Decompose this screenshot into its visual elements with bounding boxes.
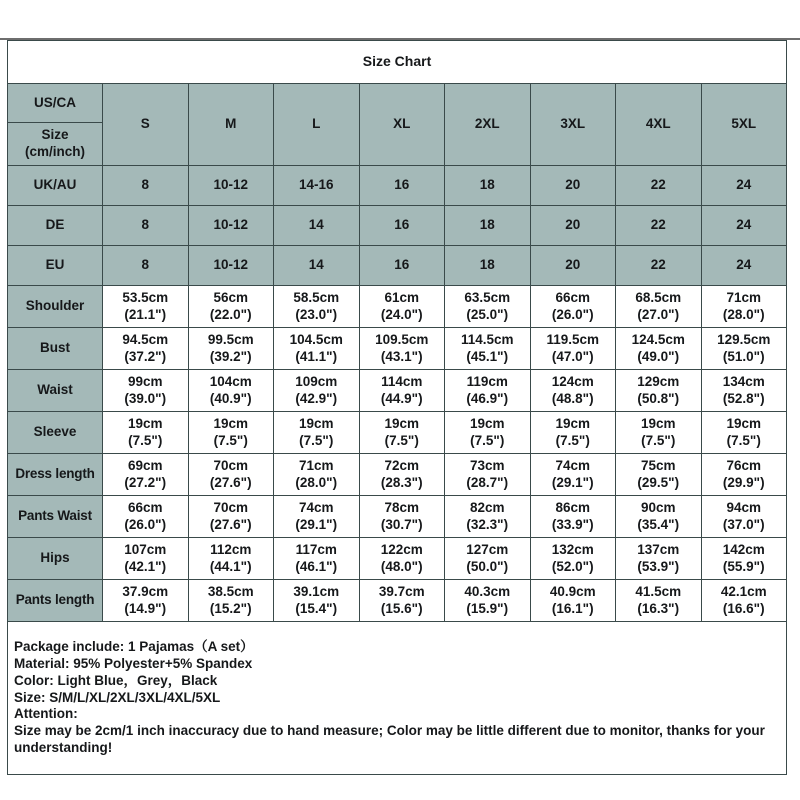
value-inch: (22.0") <box>209 306 252 322</box>
value-cm: 19cm <box>298 415 334 431</box>
cell-hips-l <box>274 538 360 580</box>
value-inch: (27.6") <box>209 474 252 490</box>
value-inch: (29.1") <box>295 516 338 532</box>
cell-waist-5xl <box>701 370 787 412</box>
value-cm: 74cm <box>298 499 334 515</box>
cell-pants-waist-5xl <box>701 496 787 538</box>
cell-sleeve-2xl <box>445 412 531 454</box>
value-cm: 73cm <box>469 457 505 473</box>
cell-hips-m <box>188 538 274 580</box>
cell-hips-5xl <box>701 538 787 580</box>
cell-dress-length-5xl <box>701 454 787 496</box>
value-cm: 53.5cm <box>122 289 169 305</box>
footer-line: Size: S/M/L/XL/2XL/3XL/4XL/5XL <box>14 689 221 705</box>
cell-waist-xl <box>359 370 445 412</box>
value-inch: (21.1") <box>124 306 167 322</box>
cell-dress-length-s <box>103 454 189 496</box>
value-inch: (28.0") <box>295 474 338 490</box>
cell-2xl: 18 <box>445 246 531 286</box>
value-inch: (7.5") <box>128 432 163 448</box>
footer-row <box>8 622 787 775</box>
cell-pants-length-3xl <box>530 580 616 622</box>
cell-s: 8 <box>103 166 189 206</box>
value-cm: 56cm <box>213 289 249 305</box>
cell-sleeve-3xl <box>530 412 616 454</box>
cell-hips-2xl <box>445 538 531 580</box>
footer-line: Attention: <box>14 706 78 722</box>
footer-line: Color: Light Blue，Grey，Black <box>14 672 218 688</box>
value-cm: 74cm <box>555 457 591 473</box>
value-inch: (7.5") <box>470 432 505 448</box>
value-inch: (7.5") <box>726 432 761 448</box>
cell-pants-length-2xl <box>445 580 531 622</box>
value-cm: 119.5cm <box>546 331 600 347</box>
value-inch: (32.3") <box>466 516 509 532</box>
value-cm: 99cm <box>127 373 163 389</box>
cell-m: 10-12 <box>188 246 274 286</box>
cell-bust-xl <box>359 328 445 370</box>
value-cm: 68.5cm <box>635 289 682 305</box>
cell-m: 10-12 <box>188 206 274 246</box>
value-cm: 78cm <box>384 499 420 515</box>
value-inch: (23.0") <box>295 306 338 322</box>
header-size-xl: XL <box>359 84 445 166</box>
cell-sleeve-xl <box>359 412 445 454</box>
header-size-2xl: 2XL <box>445 84 531 166</box>
value-inch: (7.5") <box>555 432 590 448</box>
value-cm: 19cm <box>640 415 676 431</box>
cell-dress-length-xl <box>359 454 445 496</box>
value-inch: (47.0") <box>551 348 594 364</box>
value-inch: (27.0") <box>637 306 680 322</box>
table-row <box>8 246 787 286</box>
value-inch: (29.9") <box>722 474 765 490</box>
cell-sleeve-s <box>103 412 189 454</box>
cell-s: 8 <box>103 206 189 246</box>
cell-5xl: 24 <box>701 166 787 206</box>
header-size-word: Size <box>41 127 69 143</box>
value-inch: (26.0") <box>124 516 167 532</box>
footer-line: Material: 95% Polyester+5% Spandex <box>14 655 253 671</box>
value-inch: (52.0") <box>551 558 594 574</box>
value-inch: (52.8") <box>722 390 765 406</box>
value-cm: 40.9cm <box>549 583 596 599</box>
cell-waist-2xl <box>445 370 531 412</box>
table-row <box>8 412 787 454</box>
value-cm: 90cm <box>640 499 676 515</box>
value-inch: (7.5") <box>299 432 334 448</box>
cell-pants-waist-2xl <box>445 496 531 538</box>
value-cm: 75cm <box>640 457 676 473</box>
value-cm: 42.1cm <box>720 583 767 599</box>
value-inch: (24.0") <box>380 306 423 322</box>
value-cm: 19cm <box>555 415 591 431</box>
cell-s: 8 <box>103 246 189 286</box>
table-row <box>8 580 787 622</box>
header-size-m: M <box>188 84 274 166</box>
cell-pants-waist-xl <box>359 496 445 538</box>
header-size-s: S <box>103 84 189 166</box>
cell-bust-m <box>188 328 274 370</box>
cell-3xl: 20 <box>530 246 616 286</box>
value-inch: (16.1") <box>551 600 594 616</box>
cell-dress-length-4xl <box>616 454 702 496</box>
value-inch: (16.3") <box>637 600 680 616</box>
row-label-pants-length: Pants length <box>8 580 103 622</box>
value-cm: 127cm <box>466 541 509 557</box>
cell-pants-length-s <box>103 580 189 622</box>
header-row-uscaq <box>8 84 787 123</box>
value-inch: (44.9") <box>380 390 423 406</box>
value-inch: (29.1") <box>551 474 594 490</box>
cell-m: 10-12 <box>188 166 274 206</box>
cell-l: 14 <box>274 246 360 286</box>
cell-pants-length-xl <box>359 580 445 622</box>
value-cm: 71cm <box>298 457 334 473</box>
value-cm: 104cm <box>209 373 252 389</box>
value-inch: (50.8") <box>637 390 680 406</box>
row-label-dress-length: Dress length <box>8 454 103 496</box>
cell-waist-4xl <box>616 370 702 412</box>
value-cm: 107cm <box>124 541 167 557</box>
value-cm: 94cm <box>726 499 762 515</box>
table-row <box>8 370 787 412</box>
value-inch: (29.5") <box>637 474 680 490</box>
cell-l: 14-16 <box>274 166 360 206</box>
value-inch: (14.9") <box>124 600 167 616</box>
value-inch: (42.9") <box>295 390 338 406</box>
header-size-unit-label <box>8 123 103 166</box>
row-label-sleeve: Sleeve <box>8 412 103 454</box>
value-inch: (28.3") <box>380 474 423 490</box>
value-cm: 129cm <box>637 373 680 389</box>
cell-pants-length-m <box>188 580 274 622</box>
value-inch: (39.2") <box>209 348 252 364</box>
cell-pants-length-5xl <box>701 580 787 622</box>
value-inch: (46.9") <box>466 390 509 406</box>
value-inch: (15.2") <box>209 600 252 616</box>
value-cm: 70cm <box>213 499 249 515</box>
value-inch: (40.9") <box>209 390 252 406</box>
value-cm: 129.5cm <box>717 331 771 347</box>
cell-2xl: 18 <box>445 206 531 246</box>
value-cm: 94.5cm <box>122 331 169 347</box>
cell-shoulder-5xl <box>701 286 787 328</box>
value-inch: (48.0") <box>380 558 423 574</box>
table-row <box>8 286 787 328</box>
cell-sleeve-4xl <box>616 412 702 454</box>
chart-title: Size Chart <box>8 41 787 84</box>
value-cm: 19cm <box>384 415 420 431</box>
value-cm: 58.5cm <box>293 289 340 305</box>
header-size-4xl: 4XL <box>616 84 702 166</box>
cell-waist-l <box>274 370 360 412</box>
value-cm: 76cm <box>726 457 762 473</box>
cell-waist-m <box>188 370 274 412</box>
cell-pants-waist-4xl <box>616 496 702 538</box>
cell-xl: 16 <box>359 246 445 286</box>
value-inch: (51.0") <box>722 348 765 364</box>
footer-line: understanding! <box>14 740 113 756</box>
value-inch: (39.0") <box>124 390 167 406</box>
value-cm: 41.5cm <box>635 583 682 599</box>
cell-pants-length-4xl <box>616 580 702 622</box>
value-inch: (15.9") <box>466 600 509 616</box>
value-inch: (16.6") <box>722 600 765 616</box>
cell-hips-4xl <box>616 538 702 580</box>
cell-bust-3xl <box>530 328 616 370</box>
value-inch: (33.9") <box>551 516 594 532</box>
value-cm: 19cm <box>127 415 163 431</box>
value-cm: 117cm <box>295 541 337 557</box>
value-cm: 71cm <box>726 289 762 305</box>
value-cm: 142cm <box>722 541 765 557</box>
row-label-hips: Hips <box>8 538 103 580</box>
value-cm: 124.5cm <box>631 331 685 347</box>
cell-waist-3xl <box>530 370 616 412</box>
cell-dress-length-3xl <box>530 454 616 496</box>
cell-shoulder-xl <box>359 286 445 328</box>
value-inch: (55.9") <box>722 558 765 574</box>
value-cm: 124cm <box>551 373 594 389</box>
value-cm: 72cm <box>384 457 420 473</box>
value-cm: 109.5cm <box>375 331 429 347</box>
value-cm: 66cm <box>127 499 163 515</box>
row-label-waist: Waist <box>8 370 103 412</box>
size-chart-container <box>7 40 786 775</box>
cell-2xl: 18 <box>445 166 531 206</box>
table-row <box>8 538 787 580</box>
size-chart-table <box>7 40 787 775</box>
table-row <box>8 206 787 246</box>
value-inch: (48.8") <box>551 390 594 406</box>
value-inch: (42.1") <box>124 558 167 574</box>
cell-xl: 16 <box>359 166 445 206</box>
value-cm: 19cm <box>726 415 762 431</box>
value-cm: 132cm <box>551 541 594 557</box>
value-inch: (28.0") <box>722 306 765 322</box>
footer-notes <box>8 622 787 775</box>
cell-pants-length-l <box>274 580 360 622</box>
cell-3xl: 20 <box>530 166 616 206</box>
cell-shoulder-s <box>103 286 189 328</box>
value-cm: 104.5cm <box>289 331 343 347</box>
header-size-l: L <box>274 84 360 166</box>
row-label-pants-waist: Pants Waist <box>8 496 103 538</box>
footer-line: Size may be 2cm/1 inch inaccuracy due to hand measure; Color may be little different due to monitor, thanks for your <box>14 723 765 739</box>
value-inch: (7.5") <box>213 432 248 448</box>
value-inch: (50.0") <box>466 558 509 574</box>
cell-dress-length-l <box>274 454 360 496</box>
cell-hips-s <box>103 538 189 580</box>
value-inch: (7.5") <box>384 432 419 448</box>
value-inch: (15.4") <box>295 600 338 616</box>
header-unit-word: (cm/inch) <box>24 144 85 159</box>
cell-bust-l <box>274 328 360 370</box>
value-cm: 112cm <box>210 541 252 557</box>
cell-bust-5xl <box>701 328 787 370</box>
header-size-5xl: 5XL <box>701 84 787 166</box>
value-cm: 37.9cm <box>122 583 169 599</box>
cell-pants-waist-l <box>274 496 360 538</box>
footer-line: Package include: 1 Pajamas（A set） <box>14 638 254 654</box>
cell-pants-waist-m <box>188 496 274 538</box>
value-cm: 134cm <box>722 373 765 389</box>
row-label-bust: Bust <box>8 328 103 370</box>
cell-dress-length-2xl <box>445 454 531 496</box>
value-inch: (27.6") <box>209 516 252 532</box>
value-inch: (41.1") <box>295 348 338 364</box>
value-cm: 137cm <box>637 541 680 557</box>
value-cm: 109cm <box>295 373 338 389</box>
title-row <box>8 41 787 84</box>
value-cm: 86cm <box>555 499 591 515</box>
value-cm: 114cm <box>381 373 423 389</box>
table-row <box>8 454 787 496</box>
cell-sleeve-l <box>274 412 360 454</box>
value-cm: 19cm <box>213 415 249 431</box>
cell-xl: 16 <box>359 206 445 246</box>
value-inch: (30.7") <box>380 516 423 532</box>
value-cm: 63.5cm <box>464 289 511 305</box>
value-inch: (28.7") <box>466 474 509 490</box>
value-cm: 122cm <box>380 541 423 557</box>
value-inch: (49.0") <box>637 348 680 364</box>
cell-4xl: 22 <box>616 166 702 206</box>
cell-sleeve-m <box>188 412 274 454</box>
value-inch: (45.1") <box>466 348 509 364</box>
value-cm: 114.5cm <box>460 331 514 347</box>
value-cm: 70cm <box>213 457 249 473</box>
cell-shoulder-l <box>274 286 360 328</box>
row-label-shoulder: Shoulder <box>8 286 103 328</box>
cell-3xl: 20 <box>530 206 616 246</box>
cell-sleeve-5xl <box>701 412 787 454</box>
cell-bust-4xl <box>616 328 702 370</box>
value-inch: (43.1") <box>380 348 423 364</box>
value-cm: 69cm <box>127 457 163 473</box>
cell-shoulder-3xl <box>530 286 616 328</box>
cell-shoulder-4xl <box>616 286 702 328</box>
value-inch: (15.6") <box>380 600 423 616</box>
value-cm: 39.1cm <box>293 583 340 599</box>
cell-bust-s <box>103 328 189 370</box>
cell-5xl: 24 <box>701 206 787 246</box>
value-inch: (44.1") <box>209 558 252 574</box>
cell-l: 14 <box>274 206 360 246</box>
value-inch: (25.0") <box>466 306 509 322</box>
table-row <box>8 496 787 538</box>
value-cm: 19cm <box>469 415 505 431</box>
header-size-3xl: 3XL <box>530 84 616 166</box>
value-cm: 40.3cm <box>464 583 511 599</box>
value-cm: 38.5cm <box>207 583 254 599</box>
cell-dress-length-m <box>188 454 274 496</box>
cell-shoulder-m <box>188 286 274 328</box>
value-inch: (35.4") <box>637 516 680 532</box>
cell-hips-xl <box>359 538 445 580</box>
row-label-uk-au: UK/AU <box>8 166 103 206</box>
value-inch: (27.2") <box>124 474 167 490</box>
value-cm: 82cm <box>469 499 505 515</box>
value-cm: 66cm <box>555 289 591 305</box>
value-inch: (26.0") <box>551 306 594 322</box>
value-cm: 39.7cm <box>378 583 425 599</box>
value-cm: 119cm <box>466 373 508 389</box>
value-inch: (37.2") <box>124 348 167 364</box>
value-cm: 61cm <box>384 289 420 305</box>
header-uscaq-label: US/CA <box>8 84 103 123</box>
cell-pants-waist-s <box>103 496 189 538</box>
cell-shoulder-2xl <box>445 286 531 328</box>
cell-bust-2xl <box>445 328 531 370</box>
value-inch: (46.1") <box>295 558 338 574</box>
row-label-eu: EU <box>8 246 103 286</box>
cell-4xl: 22 <box>616 246 702 286</box>
cell-waist-s <box>103 370 189 412</box>
table-row <box>8 166 787 206</box>
value-inch: (7.5") <box>641 432 676 448</box>
value-cm: 99.5cm <box>207 331 254 347</box>
cell-pants-waist-3xl <box>530 496 616 538</box>
table-row <box>8 328 787 370</box>
cell-hips-3xl <box>530 538 616 580</box>
value-inch: (53.9") <box>637 558 680 574</box>
cell-5xl: 24 <box>701 246 787 286</box>
row-label-de: DE <box>8 206 103 246</box>
value-inch: (37.0") <box>722 516 765 532</box>
cell-4xl: 22 <box>616 206 702 246</box>
